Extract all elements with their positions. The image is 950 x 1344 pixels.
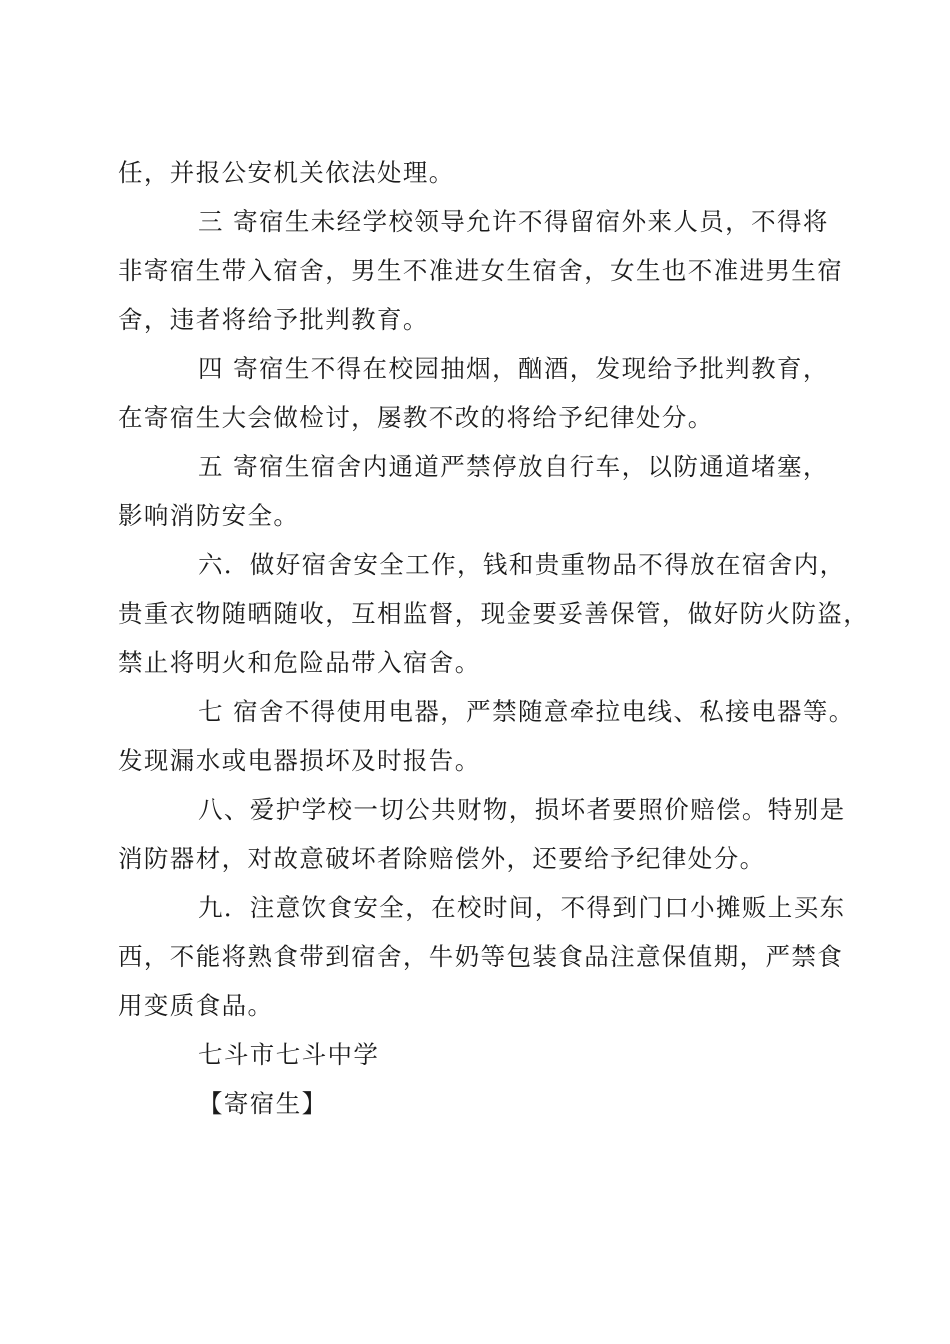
section-tag: 【寄宿生】 — [198, 1089, 328, 1118]
rule-8-line-2: 消防器材，对故意破坏者除赔偿外，还要给予纪律处分。 — [118, 844, 766, 873]
rule-5-line-2: 影响消防安全。 — [118, 501, 300, 530]
rule-4-line-2: 在寄宿生大会做检讨，屡教不改的将给予纪律处分。 — [118, 403, 714, 432]
rule-7-line-1: 七 宿舍不得使用电器，严禁随意牵拉电线、私接电器等。 — [198, 697, 855, 726]
rule-9-line-3: 用变质食品。 — [118, 991, 274, 1020]
document-page — [118, 148, 870, 1128]
rule-8-line-1: 八、爱护学校一切公共财物，损坏者要照价赔偿。特别是 — [198, 795, 846, 824]
school-signature: 七斗市七斗中学 — [198, 1040, 380, 1069]
rule-6-line-2: 贵重衣物随晒随收，互相监督，现金要妥善保管，做好防火防盗， — [118, 599, 870, 628]
rule-3-line-1: 三 寄宿生未经学校领导允许不得留宿外来人员，不得将 — [198, 207, 829, 236]
rule-7-line-2: 发现漏水或电器损坏及时报告。 — [118, 746, 481, 775]
rule-3-line-2: 非寄宿生带入宿舍，男生不准进女生宿舍，女生也不准进男生宿 — [118, 256, 844, 285]
rule-9-line-1: 九．注意饮食安全，在校时间，不得到门口小摊贩上买东 — [198, 893, 846, 922]
rule-3-line-3: 舍，违者将给予批判教育。 — [118, 305, 429, 334]
text-line-1: 任，并报公安机关依法处理。 — [118, 158, 455, 187]
rule-4-line-1: 四 寄宿生不得在校园抽烟，酗酒，发现给予批判教育， — [198, 354, 829, 383]
rule-6-line-3: 禁止将明火和危险品带入宿舍。 — [118, 648, 481, 677]
rule-9-line-2: 西，不能将熟食带到宿舍，牛奶等包装食品注意保值期，严禁食 — [118, 942, 844, 971]
rule-6-line-1: 六．做好宿舍安全工作，钱和贵重物品不得放在宿舍内， — [198, 550, 846, 579]
rule-5-line-1: 五 寄宿生宿舍内通道严禁停放自行车，以防通道堵塞， — [198, 452, 829, 481]
